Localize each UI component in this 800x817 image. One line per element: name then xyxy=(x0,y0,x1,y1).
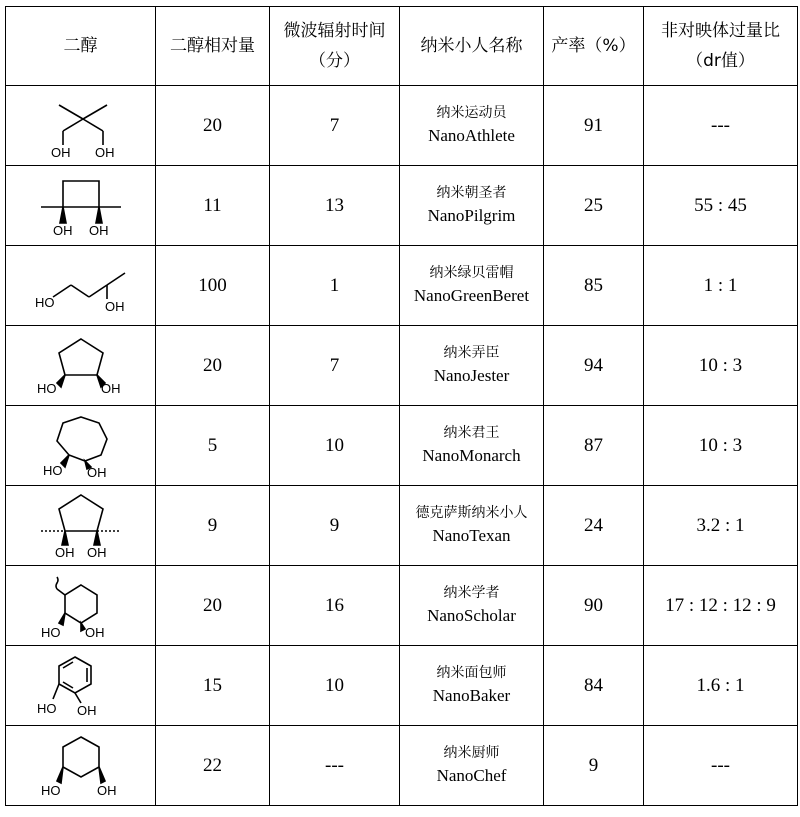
name-cn: 纳米君王 xyxy=(443,425,500,442)
time-cell: 7 xyxy=(270,326,400,406)
diol-structure-cyclohexanediol xyxy=(21,731,141,801)
header-row xyxy=(6,7,798,86)
name-cell xyxy=(400,86,544,166)
name-cn: 纳米学者 xyxy=(443,585,500,602)
structure-cell xyxy=(6,166,156,246)
yield-cell: 24 xyxy=(544,486,644,566)
structure-cell xyxy=(6,486,156,566)
structure-cell xyxy=(6,726,156,806)
name-cn: 纳米朝圣者 xyxy=(436,185,507,202)
name-en: NanoTexan xyxy=(432,525,511,545)
name-en: NanoJester xyxy=(433,365,510,385)
table-row xyxy=(6,166,798,246)
header-microwave-line1: 微波辐射时间 xyxy=(283,21,386,41)
time-cell: 16 xyxy=(270,566,400,646)
name-cn: 德克萨斯纳米小人 xyxy=(415,505,528,522)
name-en: NanoAthlete xyxy=(428,125,515,145)
name-cell xyxy=(400,406,544,486)
amount-cell: 22 xyxy=(156,726,270,806)
dr-cell: 10 : 3 xyxy=(644,406,798,486)
diol-structure-dimethylcyclobutanediol xyxy=(21,171,141,241)
structure-cell xyxy=(6,246,156,326)
hydroxyl-label: OH xyxy=(86,464,106,480)
hydroxyl-label: HO xyxy=(40,624,60,640)
amount-cell: 5 xyxy=(156,406,270,486)
time-cell: 9 xyxy=(270,486,400,566)
hydroxyl-label: OH xyxy=(96,782,116,798)
header-dr-line1: 非对映体过量比 xyxy=(661,21,780,41)
dr-cell: --- xyxy=(644,726,798,806)
name-cn: 纳米面包师 xyxy=(436,665,507,682)
name-cn: 纳米弄臣 xyxy=(443,345,500,362)
hydroxyl-label: OH xyxy=(104,298,124,314)
diol-structure-cyclopentanediol xyxy=(21,331,141,401)
structure-cell xyxy=(6,566,156,646)
dr-cell: 3.2 : 1 xyxy=(644,486,798,566)
hydroxyl-label: OH xyxy=(54,544,74,560)
hydroxyl-label: OH xyxy=(76,702,96,718)
structure-cell xyxy=(6,646,156,726)
table-row xyxy=(6,246,798,326)
header-yield: 产率（%） xyxy=(544,7,644,86)
header-relative-amount: 二醇相对量 xyxy=(156,7,270,86)
diol-structure-catechol xyxy=(21,651,141,721)
dr-cell: --- xyxy=(644,86,798,166)
name-en: NanoPilgrim xyxy=(427,205,516,225)
name-cell xyxy=(400,646,544,726)
table-row xyxy=(6,86,798,166)
name-cell xyxy=(400,566,544,646)
header-dr-line2: （dr值） xyxy=(686,51,755,71)
dr-cell: 10 : 3 xyxy=(644,326,798,406)
time-cell: 10 xyxy=(270,406,400,486)
diol-structure-cycloheptanediol xyxy=(21,411,141,481)
yield-cell: 84 xyxy=(544,646,644,726)
hydroxyl-label: OH xyxy=(86,544,106,560)
structure-cell xyxy=(6,86,156,166)
table-row xyxy=(6,646,798,726)
amount-cell: 100 xyxy=(156,246,270,326)
hydroxyl-label: HO xyxy=(36,700,56,716)
name-cell xyxy=(400,486,544,566)
dr-cell: 17 : 12 : 12 : 9 xyxy=(644,566,798,646)
name-cn: 纳米厨师 xyxy=(443,745,500,762)
table-row xyxy=(6,406,798,486)
time-cell: --- xyxy=(270,726,400,806)
hydroxyl-label: OH xyxy=(88,222,108,238)
header-microwave-line2: （分） xyxy=(309,51,360,71)
hydroxyl-label: OH xyxy=(50,144,70,160)
yield-cell: 94 xyxy=(544,326,644,406)
time-cell: 13 xyxy=(270,166,400,246)
table-row xyxy=(6,486,798,566)
amount-cell: 9 xyxy=(156,486,270,566)
diol-structure-butanediol xyxy=(21,251,141,321)
diol-structure-dimethylcyclopentanediol xyxy=(21,491,141,561)
time-cell: 10 xyxy=(270,646,400,726)
dr-cell: 1.6 : 1 xyxy=(644,646,798,726)
structure-cell xyxy=(6,406,156,486)
header-diol: 二醇 xyxy=(6,7,156,86)
name-cell xyxy=(400,726,544,806)
hydroxyl-label: OH xyxy=(84,624,104,640)
amount-cell: 20 xyxy=(156,326,270,406)
yield-cell: 90 xyxy=(544,566,644,646)
name-en: NanoMonarch xyxy=(422,445,521,465)
diol-structure-methylcyclohexanediol xyxy=(21,571,141,641)
name-en: NanoScholar xyxy=(427,605,516,625)
time-cell: 1 xyxy=(270,246,400,326)
nanoputian-table xyxy=(5,6,798,806)
amount-cell: 20 xyxy=(156,566,270,646)
name-cn: 纳米运动员 xyxy=(436,105,507,122)
name-cell xyxy=(400,246,544,326)
name-en: NanoChef xyxy=(436,765,507,785)
hydroxyl-label: HO xyxy=(40,782,60,798)
structure-cell xyxy=(6,326,156,406)
hydroxyl-label: HO xyxy=(42,462,62,478)
amount-cell: 20 xyxy=(156,86,270,166)
dr-cell: 55 : 45 xyxy=(644,166,798,246)
name-cn: 纳米绿贝雷帽 xyxy=(429,265,514,282)
table-row xyxy=(6,566,798,646)
amount-cell: 11 xyxy=(156,166,270,246)
name-cell xyxy=(400,166,544,246)
hydroxyl-label: HO xyxy=(34,294,54,310)
header-dr xyxy=(644,7,798,86)
hydroxyl-label: HO xyxy=(36,380,56,396)
diol-structure-neopentyl-glycol xyxy=(21,91,141,161)
name-cell xyxy=(400,326,544,406)
header-microwave-time xyxy=(270,7,400,86)
hydroxyl-label: OH xyxy=(94,144,114,160)
name-en: NanoBaker xyxy=(432,685,511,705)
amount-cell: 15 xyxy=(156,646,270,726)
yield-cell: 91 xyxy=(544,86,644,166)
time-cell: 7 xyxy=(270,86,400,166)
yield-cell: 87 xyxy=(544,406,644,486)
yield-cell: 25 xyxy=(544,166,644,246)
name-en: NanoGreenBeret xyxy=(413,285,530,305)
hydroxyl-label: OH xyxy=(52,222,72,238)
table-row xyxy=(6,726,798,806)
dr-cell: 1 : 1 xyxy=(644,246,798,326)
yield-cell: 9 xyxy=(544,726,644,806)
yield-cell: 85 xyxy=(544,246,644,326)
table-row xyxy=(6,326,798,406)
hydroxyl-label: OH xyxy=(100,380,120,396)
header-nanoputian-name: 纳米小人名称 xyxy=(400,7,544,86)
